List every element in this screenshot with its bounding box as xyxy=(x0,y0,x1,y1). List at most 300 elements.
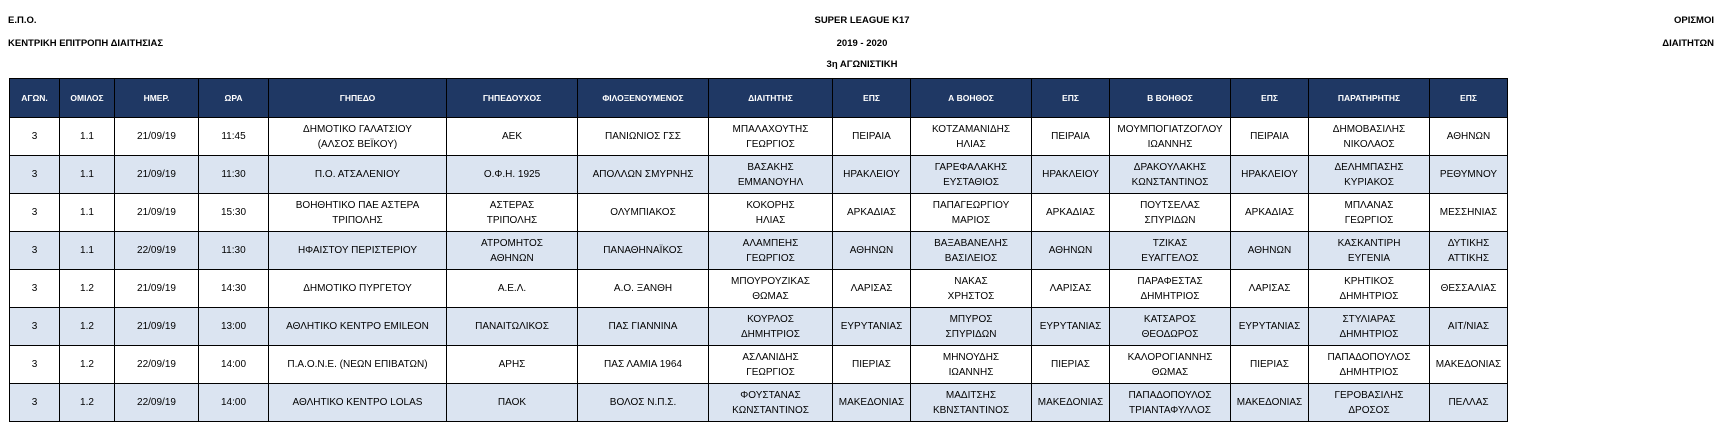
table-cell xyxy=(115,194,199,232)
table-cell xyxy=(1110,118,1231,156)
table-cell xyxy=(709,118,833,156)
cell-text: ΘΩΜΑΣ xyxy=(1151,366,1189,378)
column-header: ΕΠΣ xyxy=(1231,79,1309,118)
cell-text: ΜΑΚΕΔΟΝΙΑΣ xyxy=(838,397,905,408)
cell-text: 22/09/19 xyxy=(137,359,176,370)
cell-text: 14:00 xyxy=(220,397,247,408)
cell-text: 21/09/19 xyxy=(137,207,176,218)
cell-text: ΗΛΙΑΣ xyxy=(956,138,986,150)
table-cell xyxy=(1231,156,1309,194)
table-cell xyxy=(1309,308,1430,346)
cell-text: 1.2 xyxy=(80,359,94,370)
cell-text: ΚΟΚΟΡΗΣ xyxy=(746,199,795,211)
table-cell xyxy=(1309,384,1430,422)
table-cell xyxy=(1430,194,1508,232)
cell-text: ΜΠΟΥΡΟΥΖΙΚΑΣ xyxy=(731,275,810,287)
table-cell xyxy=(1231,270,1309,308)
table-cell xyxy=(578,194,709,232)
cell-text: Π.Ο. ΑΤΣΑΛΕΝΙΟΥ xyxy=(314,169,401,180)
cell-text: ΓΕΩΡΓΙΟΣ xyxy=(746,138,795,150)
table-cell xyxy=(269,194,447,232)
table-cell xyxy=(709,232,833,270)
table-cell xyxy=(1309,194,1430,232)
table-cell xyxy=(115,270,199,308)
cell-text: ΠΕΙΡΑΙΑ xyxy=(1051,131,1090,142)
cell-text: ΚΑΛΟΡΟΓΙΑΝΝΗΣ xyxy=(1127,351,1213,363)
table-row xyxy=(10,232,1508,270)
table-cell xyxy=(1430,156,1508,194)
cell-text: ΑΘΗΝΩΝ xyxy=(1048,245,1093,256)
cell-text: ΗΡΑΚΛΕΙΟΥ xyxy=(1042,169,1099,180)
cell-text: ΓΕΩΡΓΙΟΣ xyxy=(746,366,795,378)
cell-text: 1.1 xyxy=(80,169,94,180)
cell-text: 3 xyxy=(31,207,38,218)
table-cell xyxy=(1309,118,1430,156)
cell-text: ΠΟΥΤΣΕΛΑΣ xyxy=(1140,199,1200,211)
cell-text: ΚΩΝΣΤΑΝΤΙΝΟΣ xyxy=(732,404,809,416)
cell-text: 3 xyxy=(31,321,38,332)
table-cell xyxy=(1032,156,1110,194)
table-cell xyxy=(578,346,709,384)
cell-text: 3 xyxy=(31,397,38,408)
table-cell xyxy=(199,270,269,308)
cell-text: ΑΡΚΑΔΙΑΣ xyxy=(1046,207,1095,218)
round-title: 3η ΑΓΩΝΙΣΤΙΚΗ xyxy=(826,59,898,70)
cell-text: ΑΘΛΗΤΙΚΟ ΚΕΝΤΡΟ LOLAS xyxy=(292,397,423,408)
table-cell xyxy=(199,118,269,156)
table-cell xyxy=(1309,232,1430,270)
cell-text: 21/09/19 xyxy=(137,131,176,142)
table-body xyxy=(10,118,1508,422)
table-row xyxy=(10,308,1508,346)
table-cell xyxy=(269,232,447,270)
table-cell xyxy=(447,156,578,194)
cell-text: ΑΘΗΝΩΝ xyxy=(1446,131,1491,142)
cell-text: ΜΟΥΜΠΟΓΙΑΤΖΟΓΛΟΥ xyxy=(1117,123,1223,135)
cell-text: ΛΑΡΙΣΑΣ xyxy=(850,283,893,294)
document-type-line2: ΔΙΑΙΤΗΤΩΝ xyxy=(1662,38,1714,49)
table-cell xyxy=(1032,118,1110,156)
cell-text: 21/09/19 xyxy=(137,283,176,294)
cell-text: ΔΗΜΗΤΡΙΟΣ xyxy=(1339,328,1399,340)
cell-text: ΠΑΟΚ xyxy=(497,397,527,408)
table-cell xyxy=(1309,346,1430,384)
cell-text: 22/09/19 xyxy=(137,245,176,256)
cell-text: 3 xyxy=(31,359,38,370)
cell-text: 1.2 xyxy=(80,397,94,408)
cell-text: 11:30 xyxy=(221,245,246,256)
cell-text: ΑΕΚ xyxy=(501,131,522,142)
cell-text: (ΑΛΣΟΣ ΒΕΪΚΟΥ) xyxy=(317,138,398,150)
table-cell xyxy=(833,156,911,194)
table-cell xyxy=(833,194,911,232)
column-header: ΠΑΡΑΤΗΡΗΤΗΣ xyxy=(1309,79,1430,118)
table-cell xyxy=(1231,384,1309,422)
cell-text: ΑΘΗΝΩΝ xyxy=(849,245,894,256)
table-cell xyxy=(1110,156,1231,194)
cell-text: ΠΑΝΑΘΗΝΑΪΚΟΣ xyxy=(603,245,683,256)
table-cell xyxy=(10,194,60,232)
table-row xyxy=(10,194,1508,232)
cell-text: 1.2 xyxy=(80,321,94,332)
cell-text: ΧΡΗΣΤΟΣ xyxy=(947,290,995,302)
table-cell xyxy=(447,384,578,422)
cell-text: ΠΙΕΡΙΑΣ xyxy=(1250,359,1289,370)
cell-text: ΝΑΚΑΣ xyxy=(954,275,988,287)
cell-text: ΗΡΑΚΛΕΙΟΥ xyxy=(843,169,900,180)
column-header: ΕΠΣ xyxy=(1032,79,1110,118)
cell-text: ΑΙΤ/ΝΙΑΣ xyxy=(1447,321,1490,332)
table-cell xyxy=(578,156,709,194)
cell-text: ΜΑΚΕΔΟΝΙΑΣ xyxy=(1236,397,1303,408)
cell-text: ΘΩΜΑΣ xyxy=(752,290,789,302)
cell-text: ΠΑΝΑΙΤΩΛΙΚΟΣ xyxy=(475,321,549,332)
cell-text: ΑΘΛΗΤΙΚΟ ΚΕΝΤΡΟ EMILEON xyxy=(286,321,429,332)
cell-text: ΛΑΡΙΣΑΣ xyxy=(1049,283,1092,294)
column-header: ΩΡΑ xyxy=(199,79,269,118)
cell-text: ΜΠΥΡΟΣ xyxy=(949,313,993,325)
table-cell xyxy=(447,346,578,384)
table-cell xyxy=(578,270,709,308)
cell-text: ΠΑΝΙΩΝΙΟΣ ΓΣΣ xyxy=(605,131,681,142)
table-cell xyxy=(1430,118,1508,156)
cell-text: 3 xyxy=(31,245,38,256)
table-cell xyxy=(199,232,269,270)
table-cell xyxy=(1430,308,1508,346)
table-cell xyxy=(60,308,115,346)
column-header: ΗΜΕΡ. xyxy=(115,79,199,118)
table-cell xyxy=(10,118,60,156)
assignments-table xyxy=(9,78,1508,422)
cell-text: ΚΑΤΣΑΡΟΣ xyxy=(1143,313,1197,325)
table-cell xyxy=(1110,270,1231,308)
table-cell xyxy=(1110,194,1231,232)
table-cell xyxy=(578,232,709,270)
cell-text: ΜΑΔΙΤΣΗΣ xyxy=(945,389,997,401)
table-cell xyxy=(833,346,911,384)
table-cell xyxy=(833,232,911,270)
season-title: 2019 - 2020 xyxy=(836,38,888,49)
column-header: ΕΠΣ xyxy=(833,79,911,118)
cell-text: Ο.Φ.Η. 1925 xyxy=(483,169,541,180)
table-cell xyxy=(1309,156,1430,194)
table-cell xyxy=(447,118,578,156)
cell-text: 3 xyxy=(31,283,38,294)
table-cell xyxy=(1032,308,1110,346)
table-cell xyxy=(578,384,709,422)
cell-text: ΔΗΜΗΤΡΙΟΣ xyxy=(741,328,800,340)
cell-text: ΜΗΝΟΥΔΗΣ xyxy=(942,351,1000,363)
cell-text: ΤΖΙΚΑΣ xyxy=(1152,237,1188,249)
cell-text: ΛΑΡΙΣΑΣ xyxy=(1248,283,1291,294)
cell-text: 15:30 xyxy=(220,207,247,218)
column-header: ΑΓΩΝ. xyxy=(10,79,60,118)
table-cell xyxy=(10,270,60,308)
table-cell xyxy=(115,308,199,346)
table-cell xyxy=(199,308,269,346)
cell-text: Α.Ο. ΞΑΝΘΗ xyxy=(613,283,673,294)
table-cell xyxy=(1110,346,1231,384)
table-cell xyxy=(269,384,447,422)
table-cell xyxy=(833,384,911,422)
document-type-line1: ΟΡΙΣΜΟΙ xyxy=(1673,15,1714,26)
cell-text: ΑΡΚΑΔΙΑΣ xyxy=(847,207,896,218)
cell-text: ΔΗΜΟΤΙΚΟ ΠΥΡΓΕΤΟΥ xyxy=(303,283,412,294)
cell-text: ΠΑΡΑΦΕΣΤΑΣ xyxy=(1137,275,1203,287)
cell-text: ΑΤΡΟΜΗΤΟΣ xyxy=(481,237,543,249)
cell-text: ΠΑΠΑΔΟΠΟΥΛΟΣ xyxy=(1327,351,1411,363)
cell-text: ΔΡΑΚΟΥΛΑΚΗΣ xyxy=(1133,161,1207,173)
table-cell xyxy=(911,346,1032,384)
cell-text: ΠΑΠΑΓΕΩΡΓΙΟΥ xyxy=(932,199,1010,211)
table-cell xyxy=(1032,270,1110,308)
table-cell xyxy=(911,270,1032,308)
cell-text: 13:00 xyxy=(220,321,247,332)
table-cell xyxy=(10,308,60,346)
table-cell xyxy=(447,308,578,346)
cell-text: ΑΤΤΙΚΗΣ xyxy=(1448,252,1489,264)
table-cell xyxy=(578,118,709,156)
cell-text: ΚΑΣΚΑΝΤΙΡΗ xyxy=(1337,237,1401,249)
table-cell xyxy=(911,118,1032,156)
cell-text: 11:30 xyxy=(221,169,246,180)
cell-text: ΜΑΚΕΔΟΝΙΑΣ xyxy=(1435,359,1502,370)
table-cell xyxy=(1032,232,1110,270)
cell-text: ΣΠΥΡΙΔΩΝ xyxy=(945,328,997,340)
cell-text: ΕΥΡΥΤΑΝΙΑΣ xyxy=(1039,321,1102,332)
cell-text: ΚΩΝΣΤΑΝΤΙΝΟΣ xyxy=(1131,176,1209,188)
table-cell xyxy=(1110,308,1231,346)
cell-text: ΦΟΥΣΤΑΝΑΣ xyxy=(740,389,801,401)
cell-text: ΔΗΜΟΤΙΚΟ ΓΑΛΑΤΣΙΟΥ xyxy=(303,123,412,135)
table-cell xyxy=(1231,232,1309,270)
cell-text: ΕΥΣΤΑΘΙΟΣ xyxy=(943,176,999,188)
cell-text: ΚΟΥΡΛΟΣ xyxy=(747,313,794,325)
cell-text: 3 xyxy=(31,169,38,180)
column-header: Β ΒΟΗΘΟΣ xyxy=(1110,79,1231,118)
table-cell xyxy=(269,156,447,194)
cell-text: ΗΡΑΚΛΕΙΟΥ xyxy=(1241,169,1298,180)
table-cell xyxy=(578,308,709,346)
cell-text: 14:00 xyxy=(220,359,247,370)
cell-text: 1.1 xyxy=(80,207,94,218)
cell-text: ΑΡΚΑΔΙΑΣ xyxy=(1245,207,1294,218)
table-cell xyxy=(199,384,269,422)
cell-text: ΓΕΩΡΓΙΟΣ xyxy=(1344,214,1394,226)
committee-title: ΚΕΝΤΡΙΚΗ ΕΠΙΤΡΟΠΗ ΔΙΑΙΤΗΣΙΑΣ xyxy=(8,38,164,49)
cell-text: ΔΥΤΙΚΗΣ xyxy=(1447,237,1490,249)
cell-text: ΜΠΛΑΝΑΣ xyxy=(1344,199,1394,211)
table-cell xyxy=(115,118,199,156)
cell-text: ΠΑΣ ΛΑΜΙΑ 1964 xyxy=(604,359,682,370)
table-cell xyxy=(60,118,115,156)
table-cell xyxy=(1110,232,1231,270)
table-cell xyxy=(1430,232,1508,270)
table-cell xyxy=(115,384,199,422)
cell-text: ΚΡΗΤΙΚΟΣ xyxy=(1344,275,1394,287)
cell-text: 21/09/19 xyxy=(137,321,176,332)
table-cell xyxy=(833,118,911,156)
column-header: ΓΗΠΕΔΟΥΧΟΣ xyxy=(447,79,578,118)
table-cell xyxy=(115,232,199,270)
table-cell xyxy=(911,156,1032,194)
cell-text: ΚΥΡΙΑΚΟΣ xyxy=(1344,176,1394,188)
cell-text: ΓΕΩΡΓΙΟΣ xyxy=(746,252,795,264)
cell-text: 21/09/19 xyxy=(137,169,176,180)
cell-text: ΑΣΤΕΡΑΣ xyxy=(489,199,535,211)
table-row xyxy=(10,118,1508,156)
cell-text: ΒΑΣΑΚΗΣ xyxy=(747,161,794,173)
table-cell xyxy=(1430,384,1508,422)
table-cell xyxy=(1231,118,1309,156)
cell-text: ΑΛΑΜΠΕΗΣ xyxy=(742,237,799,249)
cell-text: ΤΡΙΑΝΤΑΦΥΛΛΟΣ xyxy=(1129,404,1211,416)
cell-text: ΣΤΥΛΙΑΡΑΣ xyxy=(1342,313,1396,325)
table-cell xyxy=(10,156,60,194)
cell-text: ΕΥΓΕΝΙΑ xyxy=(1347,252,1391,264)
table-cell xyxy=(60,156,115,194)
cell-text: ΠΕΙΡΑΙΑ xyxy=(1250,131,1289,142)
table-cell xyxy=(10,384,60,422)
cell-text: ΔΗΜΗΤΡΙΟΣ xyxy=(1339,290,1399,302)
cell-text: ΚΒΝΣΤΑΝΤΙΝΟΣ xyxy=(932,404,1010,416)
table-cell xyxy=(911,232,1032,270)
cell-text: ΣΠΥΡΙΔΩΝ xyxy=(1144,214,1196,226)
table-cell xyxy=(1309,270,1430,308)
cell-text: ΓΕΡΟΒΑΣΙΛΗΣ xyxy=(1334,389,1404,401)
cell-text: ΔΗΜΗΤΡΙΟΣ xyxy=(1140,290,1200,302)
table-cell xyxy=(911,194,1032,232)
cell-text: ΚΟΤΖΑΜΑΝΙΔΗΣ xyxy=(931,123,1011,135)
table-cell xyxy=(115,156,199,194)
column-header: ΕΠΣ xyxy=(1430,79,1508,118)
table-cell xyxy=(199,156,269,194)
table-cell xyxy=(709,270,833,308)
column-header: ΔΙΑΙΤΗΤΗΣ xyxy=(709,79,833,118)
cell-text: ΑΡΗΣ xyxy=(498,359,526,370)
table-cell xyxy=(709,156,833,194)
table-cell xyxy=(10,346,60,384)
cell-text: ΗΦΑΙΣΤΟΥ ΠΕΡΙΣΤΕΡΙΟΥ xyxy=(297,245,418,256)
table-cell xyxy=(1231,308,1309,346)
table-cell xyxy=(447,194,578,232)
cell-text: ΔΕΛΗΜΠΑΣΗΣ xyxy=(1334,161,1404,173)
cell-text: ΑΠΟΛΛΩΝ ΣΜΥΡΝΗΣ xyxy=(592,169,694,180)
table-cell xyxy=(60,270,115,308)
column-header: ΓΗΠΕΔΟ xyxy=(269,79,447,118)
cell-text: ΒΑΣΙΛΕΙΟΣ xyxy=(944,252,998,264)
cell-text: ΙΩΑΝΝΗΣ xyxy=(948,366,994,378)
cell-text: ΜΕΣΣΗΝΙΑΣ xyxy=(1439,207,1498,218)
table-cell xyxy=(1231,194,1309,232)
cell-text: ΕΜΜΑΝΟΥΗΛ xyxy=(737,176,804,188)
cell-text: 11:45 xyxy=(221,131,246,142)
table-row xyxy=(10,156,1508,194)
cell-text: ΘΕΟΔΩΡΟΣ xyxy=(1141,328,1199,340)
table-cell xyxy=(10,232,60,270)
cell-text: ΠΙΕΡΙΑΣ xyxy=(1051,359,1090,370)
table-cell xyxy=(709,308,833,346)
cell-text: ΑΘΗΝΩΝ xyxy=(1247,245,1292,256)
column-header: ΦΙΛΟΞΕΝΟΥΜΕΝΟΣ xyxy=(578,79,709,118)
cell-text: ΒΟΛΟΣ Ν.Π.Σ. xyxy=(609,397,677,408)
table-cell xyxy=(447,270,578,308)
cell-text: ΙΩΑΝΝΗΣ xyxy=(1147,138,1193,150)
table-cell xyxy=(1110,384,1231,422)
cell-text: Α.Ε.Λ. xyxy=(497,283,527,294)
table-cell xyxy=(199,194,269,232)
table-row xyxy=(10,384,1508,422)
table-cell xyxy=(269,118,447,156)
cell-text: 22/09/19 xyxy=(137,397,176,408)
cell-text: 14:30 xyxy=(220,283,247,294)
cell-text: ΘΕΣΣΑΛΙΑΣ xyxy=(1440,283,1497,294)
table-cell xyxy=(199,346,269,384)
cell-text: 3 xyxy=(31,131,38,142)
org-title: Ε.Π.Ο. xyxy=(8,15,37,26)
table-cell xyxy=(709,194,833,232)
cell-text: ΜΠΑΛΑΧΟΥΤΗΣ xyxy=(732,123,809,135)
cell-text: ΑΣΛΑΝΙΔΗΣ xyxy=(742,351,799,363)
table-cell xyxy=(1430,270,1508,308)
cell-text: 1.1 xyxy=(80,245,94,256)
table-cell xyxy=(1231,346,1309,384)
table-header-row xyxy=(10,79,1508,118)
cell-text: ΒΑΞΑΒΑΝΕΛΗΣ xyxy=(934,237,1008,249)
table-cell xyxy=(911,308,1032,346)
league-title: SUPER LEAGUE K17 xyxy=(814,15,910,26)
table-cell xyxy=(447,232,578,270)
table-cell xyxy=(833,270,911,308)
cell-text: ΕΥΡΥΤΑΝΙΑΣ xyxy=(1238,321,1301,332)
table-cell xyxy=(911,384,1032,422)
table-cell xyxy=(833,308,911,346)
cell-text: ΠΑΣ ΓΙΑΝΝΙΝΑ xyxy=(608,321,678,332)
cell-text: 1.2 xyxy=(80,283,94,294)
cell-text: ΜΑΡΙΟΣ xyxy=(951,214,991,226)
table-cell xyxy=(60,232,115,270)
table-cell xyxy=(60,384,115,422)
table-row xyxy=(10,270,1508,308)
cell-text: ΟΛΥΜΠΙΑΚΟΣ xyxy=(610,207,676,218)
cell-text: ΠΑΠΑΔΟΠΟΥΛΟΣ xyxy=(1128,389,1212,401)
table-cell xyxy=(709,384,833,422)
cell-text: ΒΟΗΘΗΤΙΚΟ ΠΑΕ ΑΣΤΕΡΑ ΤΡΙΠΟΛΗΣ xyxy=(295,199,420,226)
table-cell xyxy=(60,194,115,232)
table-cell xyxy=(1032,346,1110,384)
table-cell xyxy=(115,346,199,384)
cell-text: ΜΑΚΕΔΟΝΙΑΣ xyxy=(1037,397,1104,408)
cell-text: ΡΕΘΥΜΝΟΥ xyxy=(1439,169,1498,180)
cell-text: ΠΕΛΛΑΣ xyxy=(1448,397,1489,408)
cell-text: ΤΡΙΠΟΛΗΣ xyxy=(486,214,538,226)
cell-text: Π.Α.Ο.Ν.Ε. (ΝΕΩΝ ΕΠΙΒΑΤΩΝ) xyxy=(287,359,428,370)
column-header: ΟΜΙΛΟΣ xyxy=(60,79,115,118)
cell-text: 1.1 xyxy=(80,131,94,142)
table-row xyxy=(10,346,1508,384)
table-cell xyxy=(269,308,447,346)
cell-text: ΠΙΕΡΙΑΣ xyxy=(852,359,891,370)
cell-text: ΗΛΙΑΣ xyxy=(755,214,786,226)
cell-text: ΑΘΗΝΩΝ xyxy=(490,252,534,264)
cell-text: ΔΡΟΣΟΣ xyxy=(1348,404,1390,416)
cell-text: ΝΙΚΟΛΑΟΣ xyxy=(1343,138,1395,150)
table-cell xyxy=(709,346,833,384)
cell-text: ΔΗΜΗΤΡΙΟΣ xyxy=(1339,366,1399,378)
table-cell xyxy=(1430,346,1508,384)
table-cell xyxy=(1032,194,1110,232)
cell-text: ΠΕΙΡΑΙΑ xyxy=(852,131,891,142)
